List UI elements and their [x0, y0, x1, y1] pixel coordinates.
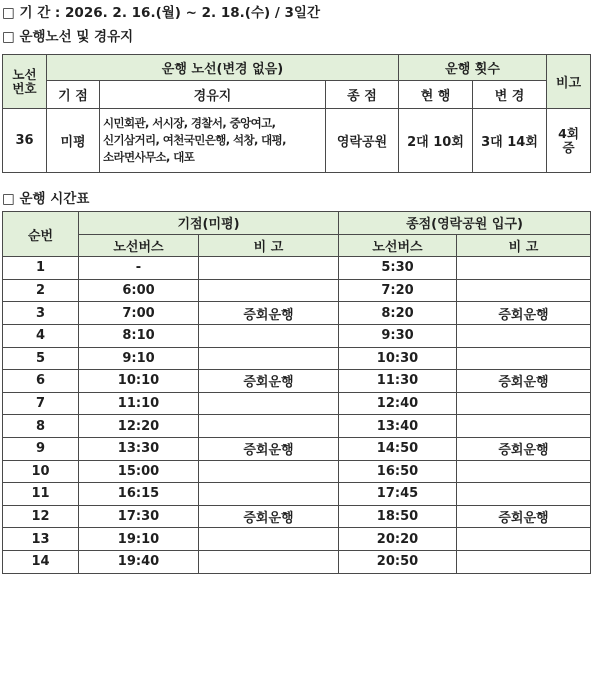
- header-seq: 순번: [3, 212, 79, 257]
- timetable: [2, 211, 591, 574]
- row-seq: 8: [3, 415, 79, 438]
- header-change: 변 경: [473, 81, 547, 109]
- end-time: 11:30: [339, 370, 457, 393]
- header-note-end: 비 고: [457, 234, 591, 257]
- origin-note: [199, 528, 339, 551]
- end-note: [457, 392, 591, 415]
- origin-time: 15:00: [79, 460, 199, 483]
- end-time: 12:40: [339, 392, 457, 415]
- table-row: [3, 370, 591, 393]
- table-row: [3, 460, 591, 483]
- route-number: 36: [3, 109, 47, 173]
- header-note-origin: 비 고: [199, 234, 339, 257]
- origin-time: 17:30: [79, 505, 199, 528]
- table-row: [3, 392, 591, 415]
- header-origin-mipyeong: 기점(미평): [79, 212, 339, 235]
- end-note: 증회운행: [457, 370, 591, 393]
- origin-time: 11:10: [79, 392, 199, 415]
- row-seq: 2: [3, 279, 79, 302]
- header-end-yeongrak: 종점(영락공원 입구): [339, 212, 591, 235]
- end-note: [457, 324, 591, 347]
- end-time: 8:20: [339, 302, 457, 325]
- row-seq: 4: [3, 324, 79, 347]
- origin-time: 13:30: [79, 437, 199, 460]
- origin-note: [199, 550, 339, 573]
- origin-note: 증회운행: [199, 370, 339, 393]
- origin-time: -: [79, 257, 199, 280]
- end-note: [457, 483, 591, 506]
- origin-time: 16:15: [79, 483, 199, 506]
- end-time: 17:45: [339, 483, 457, 506]
- end-note: [457, 550, 591, 573]
- end-note: [457, 528, 591, 551]
- row-seq: 12: [3, 505, 79, 528]
- route-note: 4회 증: [547, 109, 591, 173]
- row-seq: 6: [3, 370, 79, 393]
- row-seq: 13: [3, 528, 79, 551]
- origin-note: 증회운행: [199, 437, 339, 460]
- row-seq: 7: [3, 392, 79, 415]
- row-seq: 14: [3, 550, 79, 573]
- header-note: 비고: [547, 55, 591, 109]
- origin-note: [199, 257, 339, 280]
- table-row: [3, 415, 591, 438]
- origin-time: 12:20: [79, 415, 199, 438]
- origin-note: [199, 415, 339, 438]
- route-origin: 미평: [47, 109, 100, 173]
- origin-note: [199, 460, 339, 483]
- origin-time: 9:10: [79, 347, 199, 370]
- route-current-count: 2대 10회: [399, 109, 473, 173]
- origin-note: [199, 347, 339, 370]
- route-via-stops: 시민회관, 서시장, 경찰서, 중앙여고, 신기삼거리, 여천국민은행, 석창, 대평, 소라면사무소, 대포: [100, 109, 326, 173]
- end-note: [457, 347, 591, 370]
- end-time: 9:30: [339, 324, 457, 347]
- origin-time: 6:00: [79, 279, 199, 302]
- route-end: 영락공원: [326, 109, 399, 173]
- end-note: [457, 460, 591, 483]
- end-time: 7:20: [339, 279, 457, 302]
- header-origin: 기 점: [47, 81, 100, 109]
- header-bus-origin: 노선버스: [79, 234, 199, 257]
- header-route: 운행 노선(변경 없음): [47, 55, 399, 81]
- origin-time: 7:00: [79, 302, 199, 325]
- header-bus-end: 노선버스: [339, 234, 457, 257]
- origin-time: 19:10: [79, 528, 199, 551]
- header-run-count: 운행 횟수: [399, 55, 547, 81]
- end-note: 증회운행: [457, 302, 591, 325]
- header-current: 현 행: [399, 81, 473, 109]
- end-time: 20:50: [339, 550, 457, 573]
- end-note: [457, 279, 591, 302]
- origin-time: 19:40: [79, 550, 199, 573]
- origin-time: 10:10: [79, 370, 199, 393]
- table-row: [3, 528, 591, 551]
- table-row: [3, 279, 591, 302]
- section-title-timetable: □ 운행 시간표: [2, 191, 90, 207]
- end-note: 증회운행: [457, 505, 591, 528]
- section-title-route: □ 운행노선 및 경유지: [2, 29, 134, 45]
- table-row: [3, 257, 591, 280]
- period-line: □ 기 간 : 2026. 2. 16.(월) ~ 2. 18.(수) / 3일간: [2, 5, 320, 21]
- end-time: 18:50: [339, 505, 457, 528]
- end-time: 13:40: [339, 415, 457, 438]
- row-seq: 1: [3, 257, 79, 280]
- row-seq: 9: [3, 437, 79, 460]
- row-seq: 3: [3, 302, 79, 325]
- table-row: [3, 324, 591, 347]
- origin-note: 증회운행: [199, 302, 339, 325]
- route-table: [2, 54, 591, 173]
- end-time: 16:50: [339, 460, 457, 483]
- origin-note: [199, 279, 339, 302]
- table-row: [3, 483, 591, 506]
- end-time: 5:30: [339, 257, 457, 280]
- table-row: [3, 505, 591, 528]
- end-note: [457, 257, 591, 280]
- table-row: [3, 302, 591, 325]
- row-seq: 10: [3, 460, 79, 483]
- end-time: 14:50: [339, 437, 457, 460]
- end-time: 20:20: [339, 528, 457, 551]
- header-route-no: 노선 번호: [3, 55, 47, 109]
- end-note: [457, 415, 591, 438]
- row-seq: 11: [3, 483, 79, 506]
- header-via: 경유지: [100, 81, 326, 109]
- origin-note: [199, 392, 339, 415]
- table-row: [3, 347, 591, 370]
- origin-time: 8:10: [79, 324, 199, 347]
- header-end: 종 점: [326, 81, 399, 109]
- table-row: [3, 437, 591, 460]
- route-changed-count: 3대 14회: [473, 109, 547, 173]
- origin-note: [199, 324, 339, 347]
- origin-note: 증회운행: [199, 505, 339, 528]
- origin-note: [199, 483, 339, 506]
- end-time: 10:30: [339, 347, 457, 370]
- end-note: 증회운행: [457, 437, 591, 460]
- row-seq: 5: [3, 347, 79, 370]
- table-row: [3, 550, 591, 573]
